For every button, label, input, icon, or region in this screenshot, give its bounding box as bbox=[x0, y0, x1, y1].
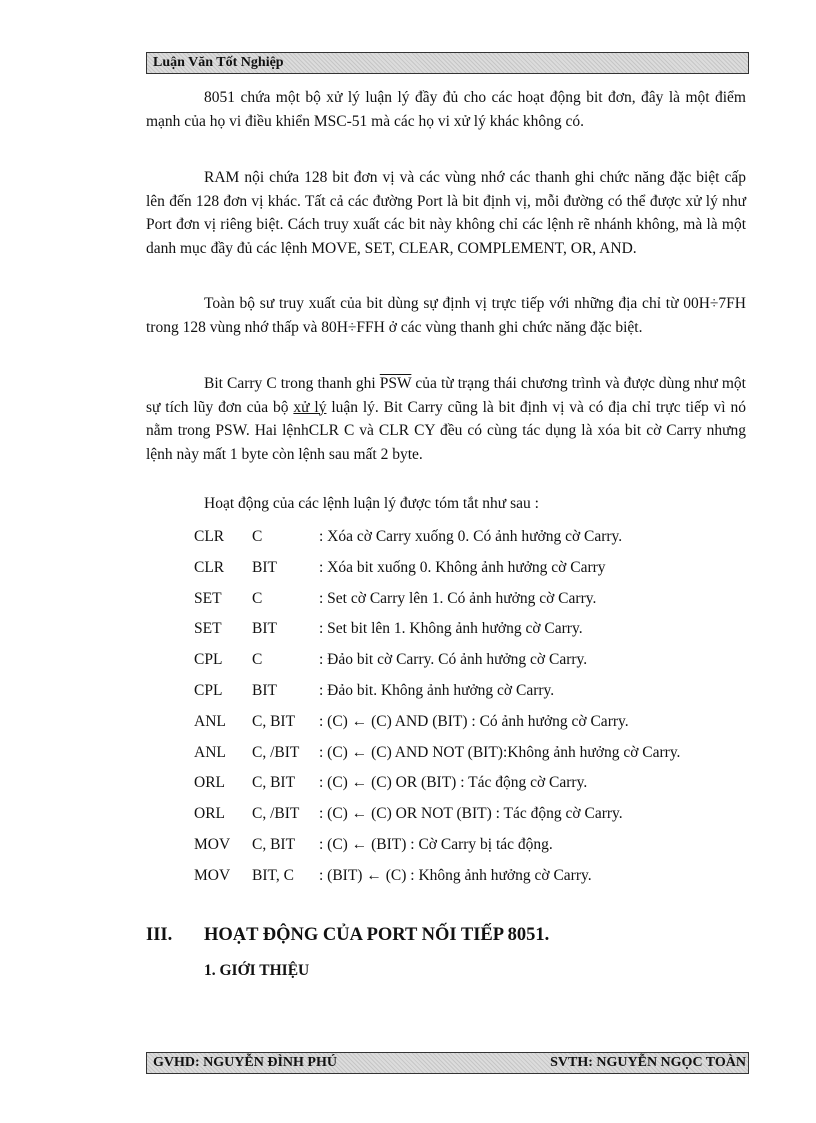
instruction-operand: BIT bbox=[252, 681, 277, 699]
instruction-operand: C, BIT bbox=[252, 835, 296, 853]
instruction-description: : Xóa bit xuống 0. Không ảnh hưởng cờ Carry bbox=[319, 558, 606, 576]
instruction-opcode: SET bbox=[194, 620, 222, 638]
section-heading bbox=[146, 925, 549, 946]
instruction-opcode: CLR bbox=[194, 558, 225, 576]
section-title: HOẠT ĐỘNG CỦA PORT NỐI TIẾP 8051. bbox=[204, 925, 550, 945]
instruction-opcode: ANL bbox=[194, 712, 226, 730]
paragraph-4-part-a: Bit Carry C trong thanh ghi bbox=[204, 375, 380, 392]
paragraph-1: 8051 chứa một bộ xử lý luận lý đầy đủ cho các hoạt động bit đơn, đây là một điểm mạnh của họ vi điều khiển MSC-51 mà các họ vi xử lý khác không có. bbox=[146, 89, 746, 130]
instruction-opcode: CLR bbox=[194, 528, 225, 545]
instruction-operand: C bbox=[252, 528, 263, 545]
instruction-intro: Hoạt động của các lệnh luận lý được tóm tắt như sau : bbox=[204, 495, 539, 512]
instruction-description: : Xóa cờ Carry xuống 0. Có ảnh hưởng cờ Carry. bbox=[319, 528, 623, 545]
psw-register: $\overline{PSW}$ bbox=[379, 375, 412, 392]
instruction-opcode: ORL bbox=[194, 774, 225, 792]
instruction-operand: C bbox=[252, 651, 263, 669]
instruction-description: : (C) ← (C) AND NOT (BIT):Không ảnh hưởng cờ Carry. bbox=[319, 743, 681, 761]
paragraph-4-part-b: của từ trạng thái chương trình và được dùng như một sự tích lũy đơn của bộ bbox=[146, 375, 746, 416]
paragraph-2: RAM nội chứa 128 bit đơn vị và các vùng nhớ các thanh ghi chức năng đặc biệt cấp lên đến 128 đơn vị khác. Tất cả các đường Port là bit định vị, mỗi đường có thể được xử lý như Port đơn vị riêng biệt. Cách truy xuất các bit này không chỉ các lệnh rẽ nhánh không, mà là một danh mục đầy đủ các lệnh MOVE, SET, CLEAR, COMPLEMENT, OR, AND. bbox=[146, 169, 746, 257]
instruction-operand: C bbox=[252, 589, 263, 607]
footer-banner bbox=[146, 1052, 749, 1074]
instruction-opcode: CPL bbox=[194, 651, 223, 669]
instruction-operand: C, BIT bbox=[252, 712, 296, 730]
instruction-operand: BIT bbox=[252, 558, 277, 576]
instruction-description: : (C) ← (BIT) : Cờ Carry bị tác động. bbox=[319, 835, 553, 853]
instruction-description: : (C) ← (C) AND (BIT) : Có ảnh hưởng cờ Carry. bbox=[319, 712, 629, 730]
instruction-description: : (BIT) ← (C) : Không ảnh hưởng cờ Carry. bbox=[319, 866, 592, 884]
instruction-operand: C, /BIT bbox=[252, 743, 300, 761]
instruction-description: : Set bit lên 1. Không ảnh hưởng cờ Carry. bbox=[319, 620, 583, 638]
instruction-opcode: MOV bbox=[194, 866, 231, 884]
instruction-opcode: ORL bbox=[194, 805, 225, 823]
underlined-term: xử lý bbox=[293, 398, 327, 416]
header-banner bbox=[146, 52, 749, 74]
instruction-opcode: ANL bbox=[194, 743, 226, 761]
instruction-opcode: SET bbox=[194, 589, 222, 607]
section-number: III. bbox=[146, 925, 173, 945]
instruction-operand: C, BIT bbox=[252, 774, 296, 792]
instruction-operand: C, /BIT bbox=[252, 805, 300, 823]
instruction-description: : (C) ← (C) OR NOT (BIT) : Tác động cờ Carry. bbox=[319, 805, 623, 823]
instruction-opcode: MOV bbox=[194, 835, 231, 853]
instruction-description: : Đảo bit. Không ảnh hưởng cờ Carry. bbox=[319, 681, 555, 699]
paragraph-4-part-c: luận lý. Bit Carry cũng là bit định vị và có địa chỉ trực tiếp vì nó nằm trong PSW. Hai lệnhCLR C và CLR CY đều có cùng tác dụng là xóa bit cờ Carry nhưng lệnh này mất 1 byte còn lệnh sau mất 2 byte. bbox=[146, 398, 746, 463]
instruction-description: : (C) ← (C) OR (BIT) : Tác động cờ Carry. bbox=[319, 774, 588, 792]
instruction-description: : Đảo bit cờ Carry. Có ảnh hưởng cờ Carry. bbox=[319, 651, 588, 669]
header-title: Luận Văn Tốt Nghiệp bbox=[153, 55, 284, 70]
footer-student: SVTH: NGUYỄN NGỌC TOÀN bbox=[550, 1055, 746, 1070]
instruction-operand: BIT, C bbox=[252, 866, 294, 884]
paragraph-3: Toàn bộ sư truy xuất của bit dùng sự định vị trực tiếp với những địa chỉ từ 00H÷7FH trong 128 vùng nhớ thấp và 80H÷FFH ở các vùng thanh ghi chức năng đặc biệt. bbox=[146, 295, 746, 336]
footer-advisor: GVHD: NGUYỄN ĐÌNH PHÚ bbox=[153, 1055, 337, 1070]
instruction-opcode: CPL bbox=[194, 681, 223, 699]
subsection-heading: 1. GIỚI THIỆU bbox=[204, 962, 310, 979]
instruction-description: : Set cờ Carry lên 1. Có ảnh hưởng cờ Carry. bbox=[319, 589, 597, 607]
instruction-operand: BIT bbox=[252, 620, 277, 638]
paragraph-4 bbox=[146, 372, 746, 466]
